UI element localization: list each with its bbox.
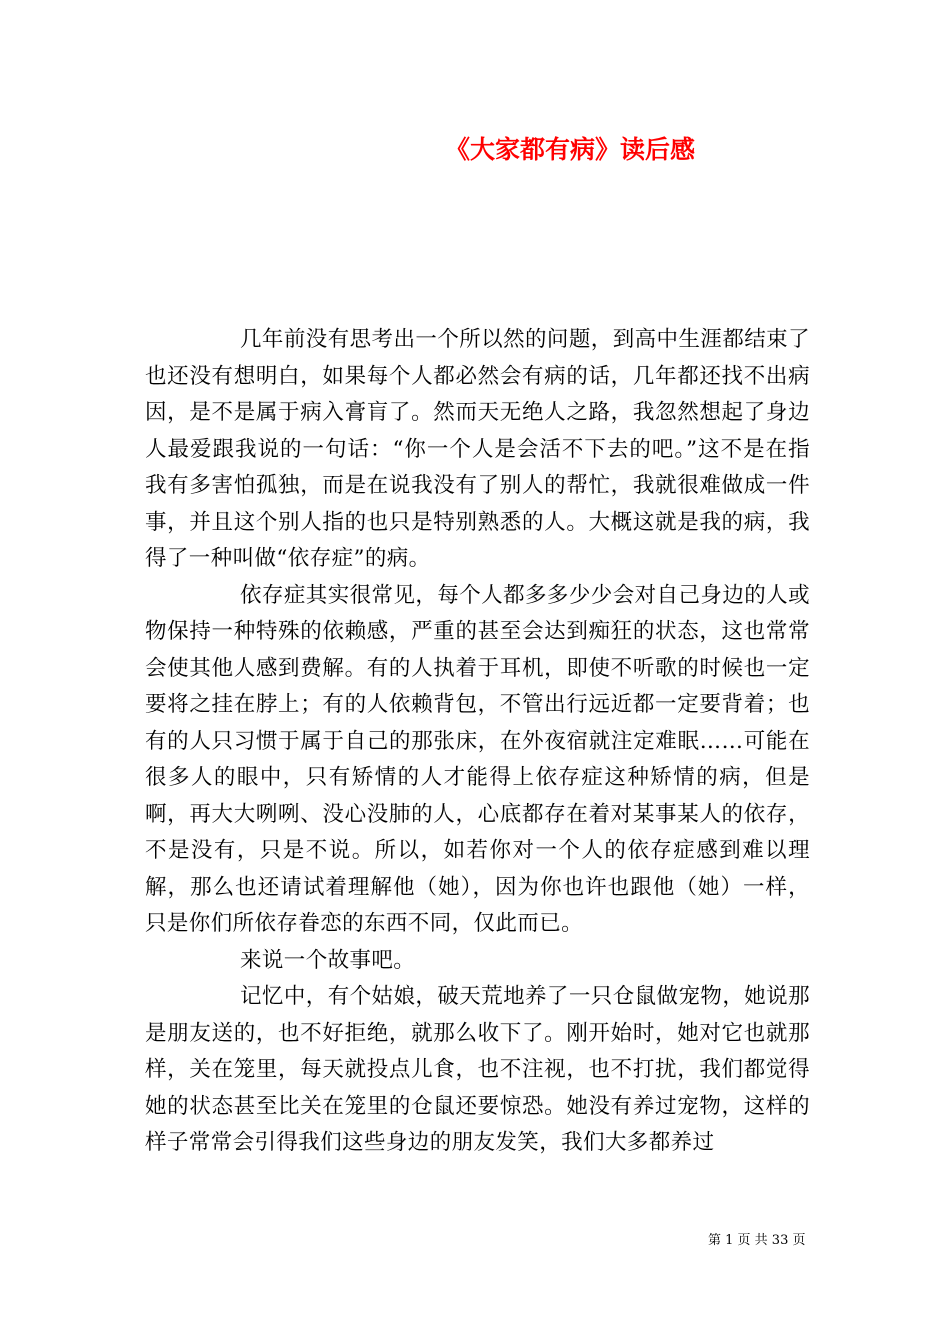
- paragraph-2: 依存症其实很常见，每个人都多多少少会对自己身边的人或物保持一种特殊的依赖感，严重的甚至会达到痴狂的状态，这也常常会使其他人感到费解。有的人执着于耳机，即使不听歌的时候也一定要将之挂在脖上；有的人依赖背包，不管出行远近都一定要背着；也有的人只习惯于属于自己的那张床，在外夜宿就注定难眠……可能在很多人的眼中，只有矫情的人才能得上依存症这种矫情的病，但是啊，再大大咧咧、没心没肺的人，心底都存在着对某事某人的依存，不是没有，只是不说。所以，如若你对一个人的依存症感到难以理解，那么也还请试着理解他（她），因为你也许也跟他（她）一样，只是你们所依存眷恋的东西不同，仅此而已。: [145, 582, 810, 936]
- document-title: 《大家都有病》读后感: [444, 135, 695, 164]
- page-number-footer: 第 1 页 共 33 页: [708, 1233, 806, 1248]
- paragraph-4: 记忆中，有个姑娘，破天荒地养了一只仓鼠做宠物，她说那是朋友送的，也不好拒绝，就那么收下了。刚开始时，她对它也就那样，关在笼里，每天就投点儿食，也不注视，也不打扰，我们都觉得她的状态甚至比关在笼里的仓鼠还要惊恐。她没有养过宠物，这样的样子常常会引得我们这些身边的朋友发笑，我们大多都养过: [145, 984, 810, 1155]
- document-body: [145, 322, 810, 1162]
- paragraph-3: 来说一个故事吧。: [240, 947, 416, 973]
- paragraph-1: 几年前没有思考出一个所以然的问题，到高中生涯都结束了也还没有想明白，如果每个人都必然会有病的话，几年都还找不出病因，是不是属于病入膏肓了。然而天无绝人之路，我忽然想起了身边人最爱跟我说的一句话：“你一个人是会活不下去的吧。”这不是在指我有多害怕孤独，而是在说我没有了别人的帮忙，我就很难做成一件事，并且这个别人指的也只是特别熟悉的人。大概这就是我的病，我得了一种叫做“依存症”的病。: [145, 327, 810, 571]
